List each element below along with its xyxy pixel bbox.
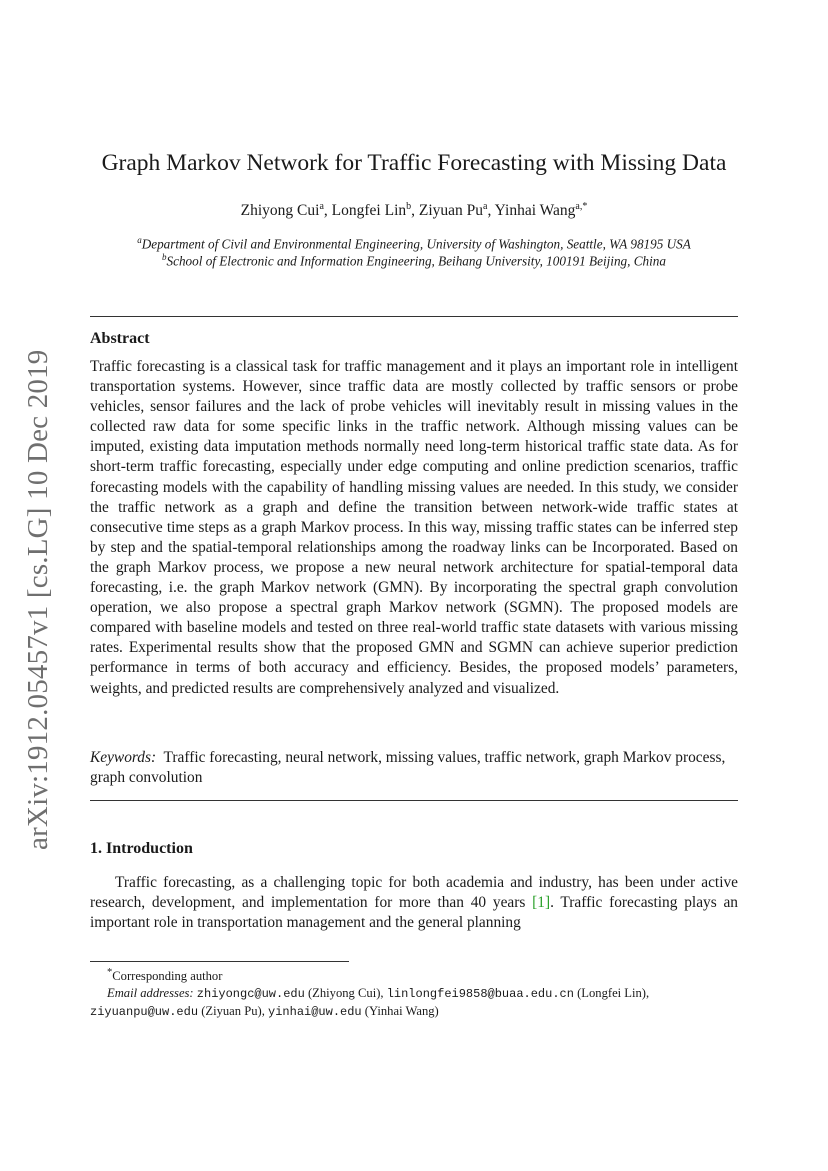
abstract-text: Traffic forecasting is a classical task for traffic management and it plays an important role in intelligent transportation systems. However, since traffic data are mostly collected by traffic sensors or probe vehicles, sensor failures and the lack of probe vehicles will inevitably result in missing values in the collected raw data for some specific links in the traffic network. Although missing values can be imputed, existing data imputation methods normally need long-term historical traffic state data. As for short-term traffic forecasting, especially under edge computing and online prediction scenarios, traffic forecasting models with the capability of handling missing values are needed. In this study, we consider the traffic network as a graph and define the transition between network-wide traffic states at consecutive time steps as a graph Markov process. In this way, missing traffic states can be inferred step by step and the spatial-temporal relationships among the roadway links can be Incorporated. Based on the graph Markov process, we propose a new neural network architecture for spatial-temporal data forecasting, i.e. the graph Markov network (GMN). By incorporating the spectral graph convolution operation, we also propose a spectral graph Markov network (SGMN). The proposed models are compared with baseline models and tested on three real-world traffic state datasets with various missing rates. Experimental results show that the proposed GMN and SGMN can achieve superior prediction performance in terms of both accuracy and efficiency. Besides, the proposed models’ parameters, weights, and predicted results are comprehensively analyzed and visualized. [90,358,738,697]
author-name: Longfei Lin [331,202,407,220]
affil-text: Department of Civil and Environmental Engineering, University of Washington, Seattle, WA 98195 USA [141,236,691,252]
affil-text: School of Electronic and Information Engineering, Beihang University, 100191 Beijing, China [166,253,666,269]
arxiv-stamp: arXiv:1912.05457v1 [cs.LG] 10 Dec 2019 [22,349,54,850]
citation-link[interactable]: [1] [532,894,551,912]
corresponding-mark: * [107,967,113,978]
email-address[interactable]: ziyuanpu@uw.edu [90,1005,199,1020]
author-name: Yinhai Wang [494,202,576,220]
email-address[interactable]: linlongfei9858@buaa.edu.cn [386,987,574,1002]
email-owner: (Yinhai Wang) [364,1004,439,1019]
email-owner: (Longfei Lin), [577,986,650,1001]
paper-title: Graph Markov Network for Traffic Forecasting with Missing Data [101,150,727,176]
affil-mark: b [162,252,167,262]
email-owner: (Zhiyong Cui), [307,986,384,1001]
email-address[interactable]: yinhai@uw.edu [268,1005,362,1020]
author-affil-mark: b [406,201,412,212]
section-heading: 1. Introduction [90,840,193,857]
intro-text: Traffic forecasting, as a challenging topic for both academia and industry, has been under active research, development, and implementation for more than 40 years [90,874,738,912]
author-list: Zhiyong Cui$^a$, Longfei Lin$^b$, Ziyuan Pu$^a$, Yinhai Wang$^{a,*}$ [240,201,588,220]
email-address[interactable]: zhiyongc@uw.edu [196,987,305,1002]
keywords [90,748,738,788]
corresponding-text: Corresponding author [112,969,223,984]
author-name: Zhiyong Cui [240,202,320,220]
intro-text-cont: . Traffic forecasting plays an important role in transportation management and the general planning [90,894,739,932]
footnote [90,964,738,1021]
email-owner: (Ziyuan Pu), [201,1004,265,1019]
email-label: Email addresses: [107,986,194,1001]
author-affil-mark: a,* [575,201,588,212]
keywords-label: Keywords: [90,749,157,766]
keywords-text: Traffic forecasting, neural network, missing values, traffic network, graph Markov process, graph convolution [90,749,726,787]
footnote-rule [90,961,349,962]
abstract-heading: Abstract [90,330,150,347]
author-affil-mark: a [319,201,324,212]
affiliation-b [0,252,828,269]
affiliation-a [0,235,828,252]
affil-mark: a [137,235,142,245]
author-affil-mark: a [483,201,488,212]
author-name: Ziyuan Pu [418,202,484,220]
abstract-bottom-rule [90,800,738,801]
intro-paragraph [90,873,738,933]
abstract-top-rule [90,316,738,317]
